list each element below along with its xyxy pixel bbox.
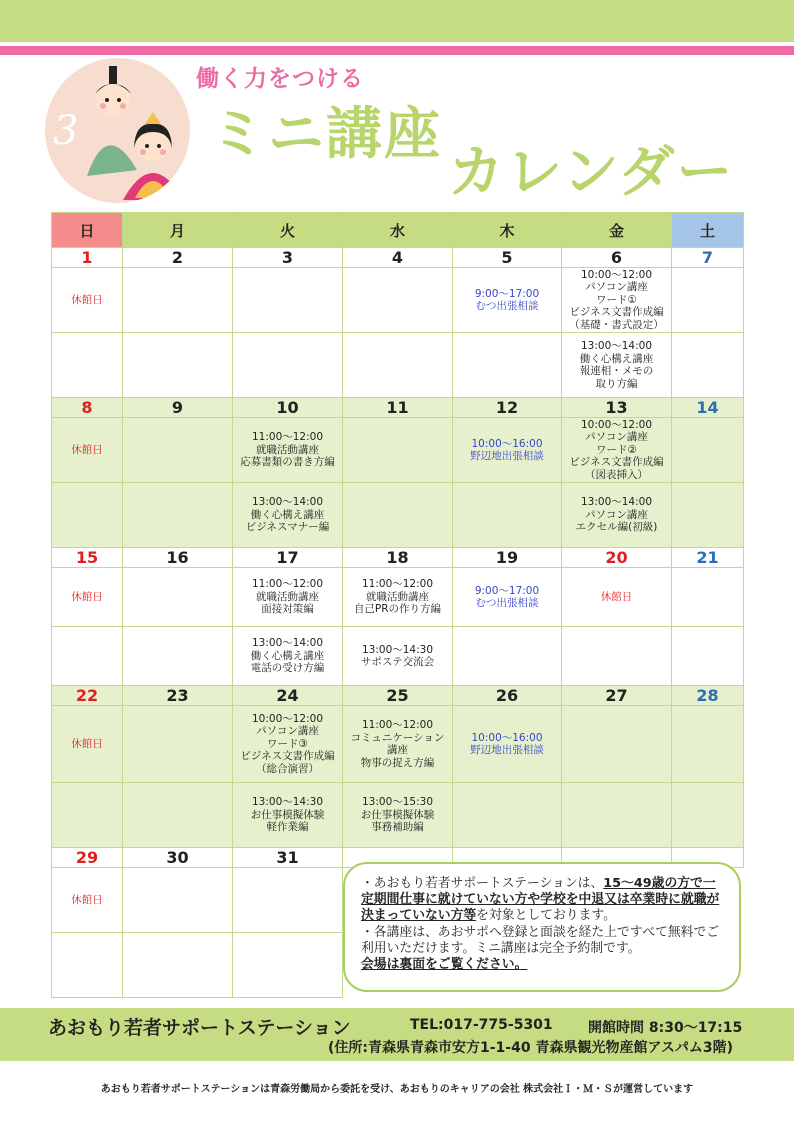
event-cell — [52, 268, 123, 333]
event-cell — [343, 706, 453, 783]
event-text: 11:00～12:00 コミュニケーション 講座 物事の捉え方編 — [350, 719, 445, 769]
weekday-wed: 水 — [343, 213, 453, 248]
event-row — [52, 268, 744, 333]
event-text: 11:00～12:00 就職活動講座 面接対策編 — [251, 578, 324, 616]
date-cell: 27 — [562, 686, 672, 706]
event-cell — [233, 706, 343, 783]
date-cell: 17 — [233, 548, 343, 568]
notice-text-1c: を対象としております。 — [476, 908, 616, 924]
weekday-sat: 土 — [672, 213, 744, 248]
event-cell — [52, 706, 123, 783]
date-cell: 18 — [343, 548, 453, 568]
event-cell — [52, 627, 123, 686]
event-row — [52, 333, 744, 398]
event-text: 9:00～17:00 むつ出張相談 — [474, 584, 540, 609]
event-cell — [562, 627, 672, 686]
date-cell: 26 — [453, 686, 562, 706]
event-cell — [52, 333, 123, 398]
event-text: 9:00～17:00 むつ出張相談 — [474, 287, 540, 312]
event-text: 13:00～14:00 働く心構え講座 電話の受け方編 — [250, 637, 325, 675]
date-row — [52, 548, 744, 568]
date-cell: 4 — [343, 248, 453, 268]
date-cell: 12 — [453, 398, 562, 418]
event-row — [52, 783, 744, 848]
event-cell — [672, 418, 744, 483]
event-cell — [672, 483, 744, 548]
date-cell: 8 — [52, 398, 123, 418]
date-cell: 5 — [453, 248, 562, 268]
event-text: 休館日 — [71, 737, 103, 750]
event-cell — [453, 783, 562, 848]
weekday-fri: 金 — [562, 213, 672, 248]
date-cell: 24 — [233, 686, 343, 706]
event-cell — [562, 706, 672, 783]
notice-text-1a: ・あおもり若者サポートステーションは、 — [361, 876, 604, 891]
hina-dolls-icon — [45, 58, 190, 203]
event-cell — [233, 627, 343, 686]
date-cell: 22 — [52, 686, 123, 706]
date-cell: 9 — [123, 398, 233, 418]
event-cell — [672, 333, 744, 398]
date-cell: 2 — [123, 248, 233, 268]
date-cell: 14 — [672, 398, 744, 418]
event-cell — [123, 933, 233, 998]
event-cell — [343, 333, 453, 398]
event-text: 休館日 — [600, 590, 633, 603]
notice-text-1b: 15～49歳の方で一定期間仕事に就けていない方や学校を中退又は卒業時に就職が決まっていない方等 — [361, 876, 720, 924]
event-row — [52, 627, 744, 686]
event-cell — [453, 333, 562, 398]
event-cell — [343, 568, 453, 627]
event-text: 13:00～15:30 お仕事模擬体験 事務補助編 — [360, 796, 435, 834]
event-text: 休館日 — [71, 590, 103, 603]
event-text: 休館日 — [71, 293, 103, 306]
date-cell: 28 — [672, 686, 744, 706]
event-cell — [52, 568, 123, 627]
event-cell — [453, 483, 562, 548]
date-cell: 1 — [52, 248, 123, 268]
title-line-2: カレンダー — [448, 140, 735, 205]
org-name: あおもり若者サポートステーション — [48, 1017, 351, 1039]
event-cell — [123, 568, 233, 627]
event-cell — [233, 418, 343, 483]
weekday-mon: 月 — [123, 213, 233, 248]
event-text: 11:00～12:00 就職活動講座 自己PRの作り方編 — [353, 578, 442, 616]
date-cell: 19 — [453, 548, 562, 568]
title-line-1: ミニ講座 — [210, 102, 442, 167]
event-cell — [123, 483, 233, 548]
event-cell — [343, 418, 453, 483]
event-cell — [233, 268, 343, 333]
opening-hours: 開館時間 8:30～17:15 — [588, 1020, 743, 1036]
event-cell — [52, 933, 123, 998]
event-text: 13:00～14:00 パソコン講座 エクセル編(初級) — [575, 496, 658, 534]
event-cell — [52, 783, 123, 848]
event-text: 10:00～12:00 パソコン講座 ワード③ ビジネス文書作成編 （総合演習） — [240, 712, 335, 775]
event-text: 10:00～16:00 野辺地出張相談 — [470, 437, 544, 462]
event-cell — [123, 868, 233, 933]
event-cell — [343, 483, 453, 548]
telephone: TEL:017-775-5301 — [410, 1017, 553, 1033]
date-cell: 20 — [562, 548, 672, 568]
event-text: 11:00～12:00 就職活動講座 応募書類の書き方編 — [240, 431, 335, 469]
emblem-number: 3 — [53, 108, 79, 154]
event-cell — [562, 333, 672, 398]
weekday-tue: 火 — [233, 213, 343, 248]
event-cell — [453, 268, 562, 333]
date-cell: 13 — [562, 398, 672, 418]
weekday-thu: 木 — [453, 213, 562, 248]
event-row — [52, 706, 744, 783]
address: (住所:青森県青森市安方1-1-40 青森県観光物産館アスパム3階) — [328, 1040, 734, 1056]
date-cell: 11 — [343, 398, 453, 418]
event-text: 13:00～14:30 サポステ交流会 — [360, 643, 435, 668]
event-cell — [233, 868, 343, 933]
event-cell — [233, 783, 343, 848]
date-cell: 6 — [562, 248, 672, 268]
date-cell: 7 — [672, 248, 744, 268]
date-cell: 29 — [52, 848, 123, 868]
event-cell — [233, 933, 343, 998]
event-cell — [52, 868, 123, 933]
date-row — [52, 686, 744, 706]
event-text: 13:00～14:00 働く心構え講座 ビジネスマナー編 — [245, 496, 330, 534]
date-cell: 21 — [672, 548, 744, 568]
event-text: 休館日 — [71, 893, 103, 906]
event-cell — [672, 568, 744, 627]
date-cell: 15 — [52, 548, 123, 568]
event-row — [52, 483, 744, 548]
event-text: 10:00～16:00 野辺地出張相談 — [470, 731, 544, 756]
event-text: 10:00～12:00 パソコン講座 ワード① ビジネス文書作成編 （基礎・書式設定） — [569, 268, 664, 331]
event-cell — [123, 627, 233, 686]
event-cell — [52, 418, 123, 483]
event-cell — [453, 627, 562, 686]
event-cell — [562, 418, 672, 483]
date-cell: 30 — [123, 848, 233, 868]
event-text: 13:00～14:30 お仕事模擬体験 軽作業編 — [250, 796, 325, 834]
event-cell — [672, 268, 744, 333]
event-cell — [123, 783, 233, 848]
event-cell — [672, 627, 744, 686]
event-cell — [562, 783, 672, 848]
event-text: 休館日 — [71, 443, 103, 456]
date-cell: 3 — [233, 248, 343, 268]
date-row — [52, 398, 744, 418]
notice-box — [343, 862, 741, 992]
event-cell — [453, 706, 562, 783]
event-text: 10:00～12:00 パソコン講座 ワード② ビジネス文書作成編 （図表挿入） — [569, 418, 664, 481]
date-cell: 10 — [233, 398, 343, 418]
event-cell — [453, 418, 562, 483]
event-cell — [672, 706, 744, 783]
event-cell — [562, 568, 672, 627]
top-banner-pink — [0, 46, 794, 55]
event-cell — [672, 783, 744, 848]
event-cell — [233, 568, 343, 627]
hina-doll-emblem — [45, 58, 190, 203]
event-cell — [123, 706, 233, 783]
event-cell — [233, 483, 343, 548]
event-cell — [52, 483, 123, 548]
event-row — [52, 418, 744, 483]
event-cell — [453, 568, 562, 627]
top-banner-green — [0, 0, 794, 42]
notice-text-3: 会場は裏面をご覧ください。 — [361, 957, 528, 973]
operator-disclaimer: あおもり若者サポートステーションは青森労働局から委託を受け、あおもりのキャリアの会社 株式会社Ｉ・Ｍ・Ｓが運営しています — [100, 1084, 694, 1095]
event-cell — [123, 268, 233, 333]
weekday-sun: 日 — [52, 213, 123, 248]
date-cell: 31 — [233, 848, 343, 868]
event-cell — [343, 783, 453, 848]
event-cell — [123, 418, 233, 483]
date-row — [52, 248, 744, 268]
date-cell: 16 — [123, 548, 233, 568]
event-cell — [233, 333, 343, 398]
event-cell — [562, 268, 672, 333]
event-cell — [343, 627, 453, 686]
weekday-header-row — [52, 213, 744, 248]
event-text: 13:00～14:00 働く心構え講座 報連相・メモの 取り方編 — [579, 340, 654, 390]
subtitle: 働く力をつける — [196, 66, 364, 92]
date-cell: 23 — [123, 686, 233, 706]
event-row — [52, 568, 744, 627]
event-cell — [123, 333, 233, 398]
event-cell — [562, 483, 672, 548]
event-cell — [343, 268, 453, 333]
notice-text-2: ・各講座は、あおサポへ登録と面談を経た上ですべて無料でご利用いただけます。ミニ講座は完全予約制です。 — [361, 924, 720, 956]
date-cell: 25 — [343, 686, 453, 706]
